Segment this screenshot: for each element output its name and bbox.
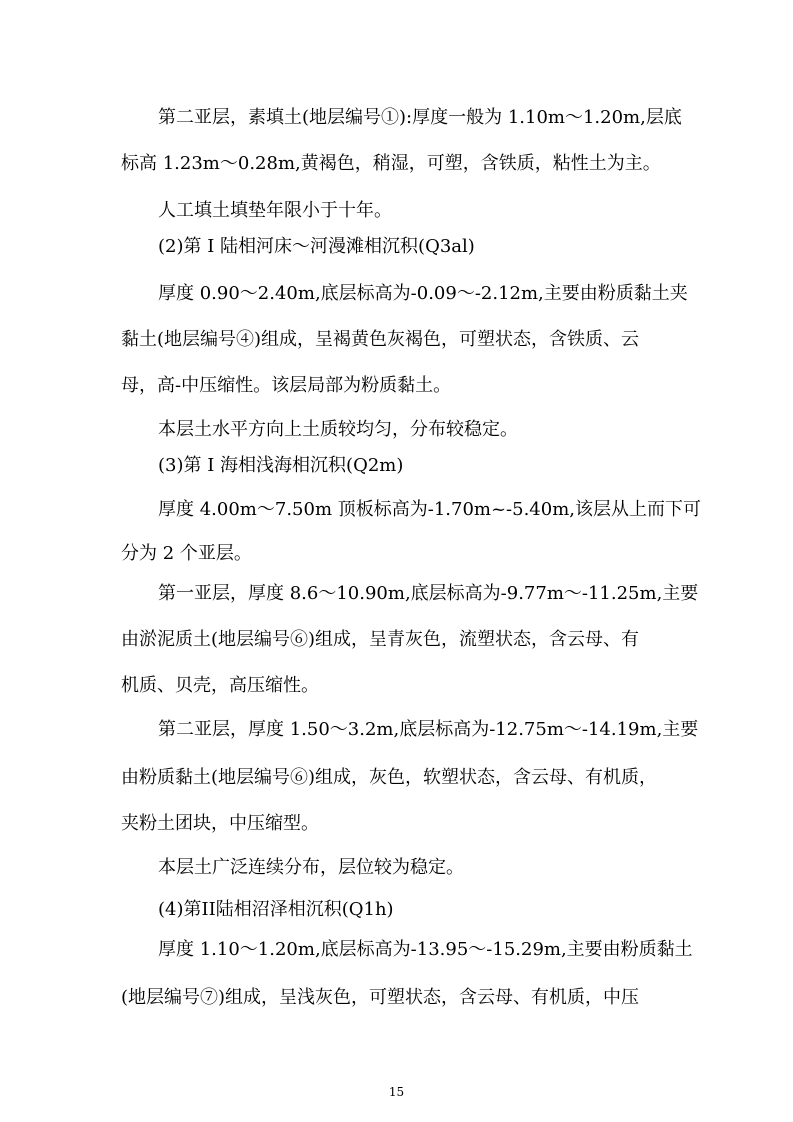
section-heading: (2)第 I 陆相河床～河漫滩相沉积(Q3al) [158, 236, 475, 257]
text-line: 标高 1.23m～0.28m,黄褐色，稍湿，可塑，含铁质，粘性土为主。 [121, 153, 661, 174]
text-line: 第二亚层，厚度 1.50～3.2m,底层标高为-12.75m～-14.19m,主要 [158, 719, 699, 740]
text-line: 分为 2 个亚层。 [121, 543, 252, 564]
text-line: 第二亚层，素填土(地层编号①):厚度一般为 1.10m～1.20m,层底 [158, 107, 682, 128]
text-line: (地层编号⑦)组成，呈浅灰色，可塑状态，含云母、有机质，中压 [121, 987, 640, 1008]
text-line: 母，高-中压缩性。该层局部为粉质黏土。 [121, 375, 452, 396]
text-line: 厚度 1.10～1.20m,底层标高为-13.95～-15.29m,主要由粉质黏土 [158, 939, 693, 960]
text-line: 机质、贝壳，高压缩性。 [121, 675, 319, 696]
page-number: 15 [388, 1085, 405, 1099]
text-line: 本层土水平方向上土质较均匀，分布较稳定。 [158, 419, 518, 440]
text-line: 黏土(地层编号④)组成，呈褐黄色灰褐色，可塑状态，含铁质、云 [121, 329, 640, 350]
text-line: 本层土广泛连续分布，层位较为稳定。 [158, 857, 464, 878]
text-line: 第一亚层，厚度 8.6～10.90m,底层标高为-9.77m～-11.25m,主要 [158, 583, 699, 604]
text-line: 由淤泥质土(地层编号⑥)组成，呈青灰色，流塑状态，含云母、有 [121, 629, 640, 650]
section-heading: (3)第 I 海相浅海相沉积(Q2m) [158, 455, 404, 476]
text-line: 夹粉土团块，中压缩型。 [121, 813, 319, 834]
text-line: 厚度 4.00m～7.50m 顶板标高为-1.70m~-5.40m,该层从上而下可 [158, 499, 701, 520]
text-line: 由粉质黏土(地层编号⑥)组成，灰色，软塑状态，含云母、有机质， [121, 767, 658, 788]
text-line: 厚度 0.90～2.40m,底层标高为-0.09～-2.12m,主要由粉质黏土夹 [158, 283, 688, 304]
text-line: 人工填土填垫年限小于十年。 [158, 200, 392, 221]
section-heading: (4)第II陆相沼泽相沉积(Q1h) [158, 899, 394, 920]
